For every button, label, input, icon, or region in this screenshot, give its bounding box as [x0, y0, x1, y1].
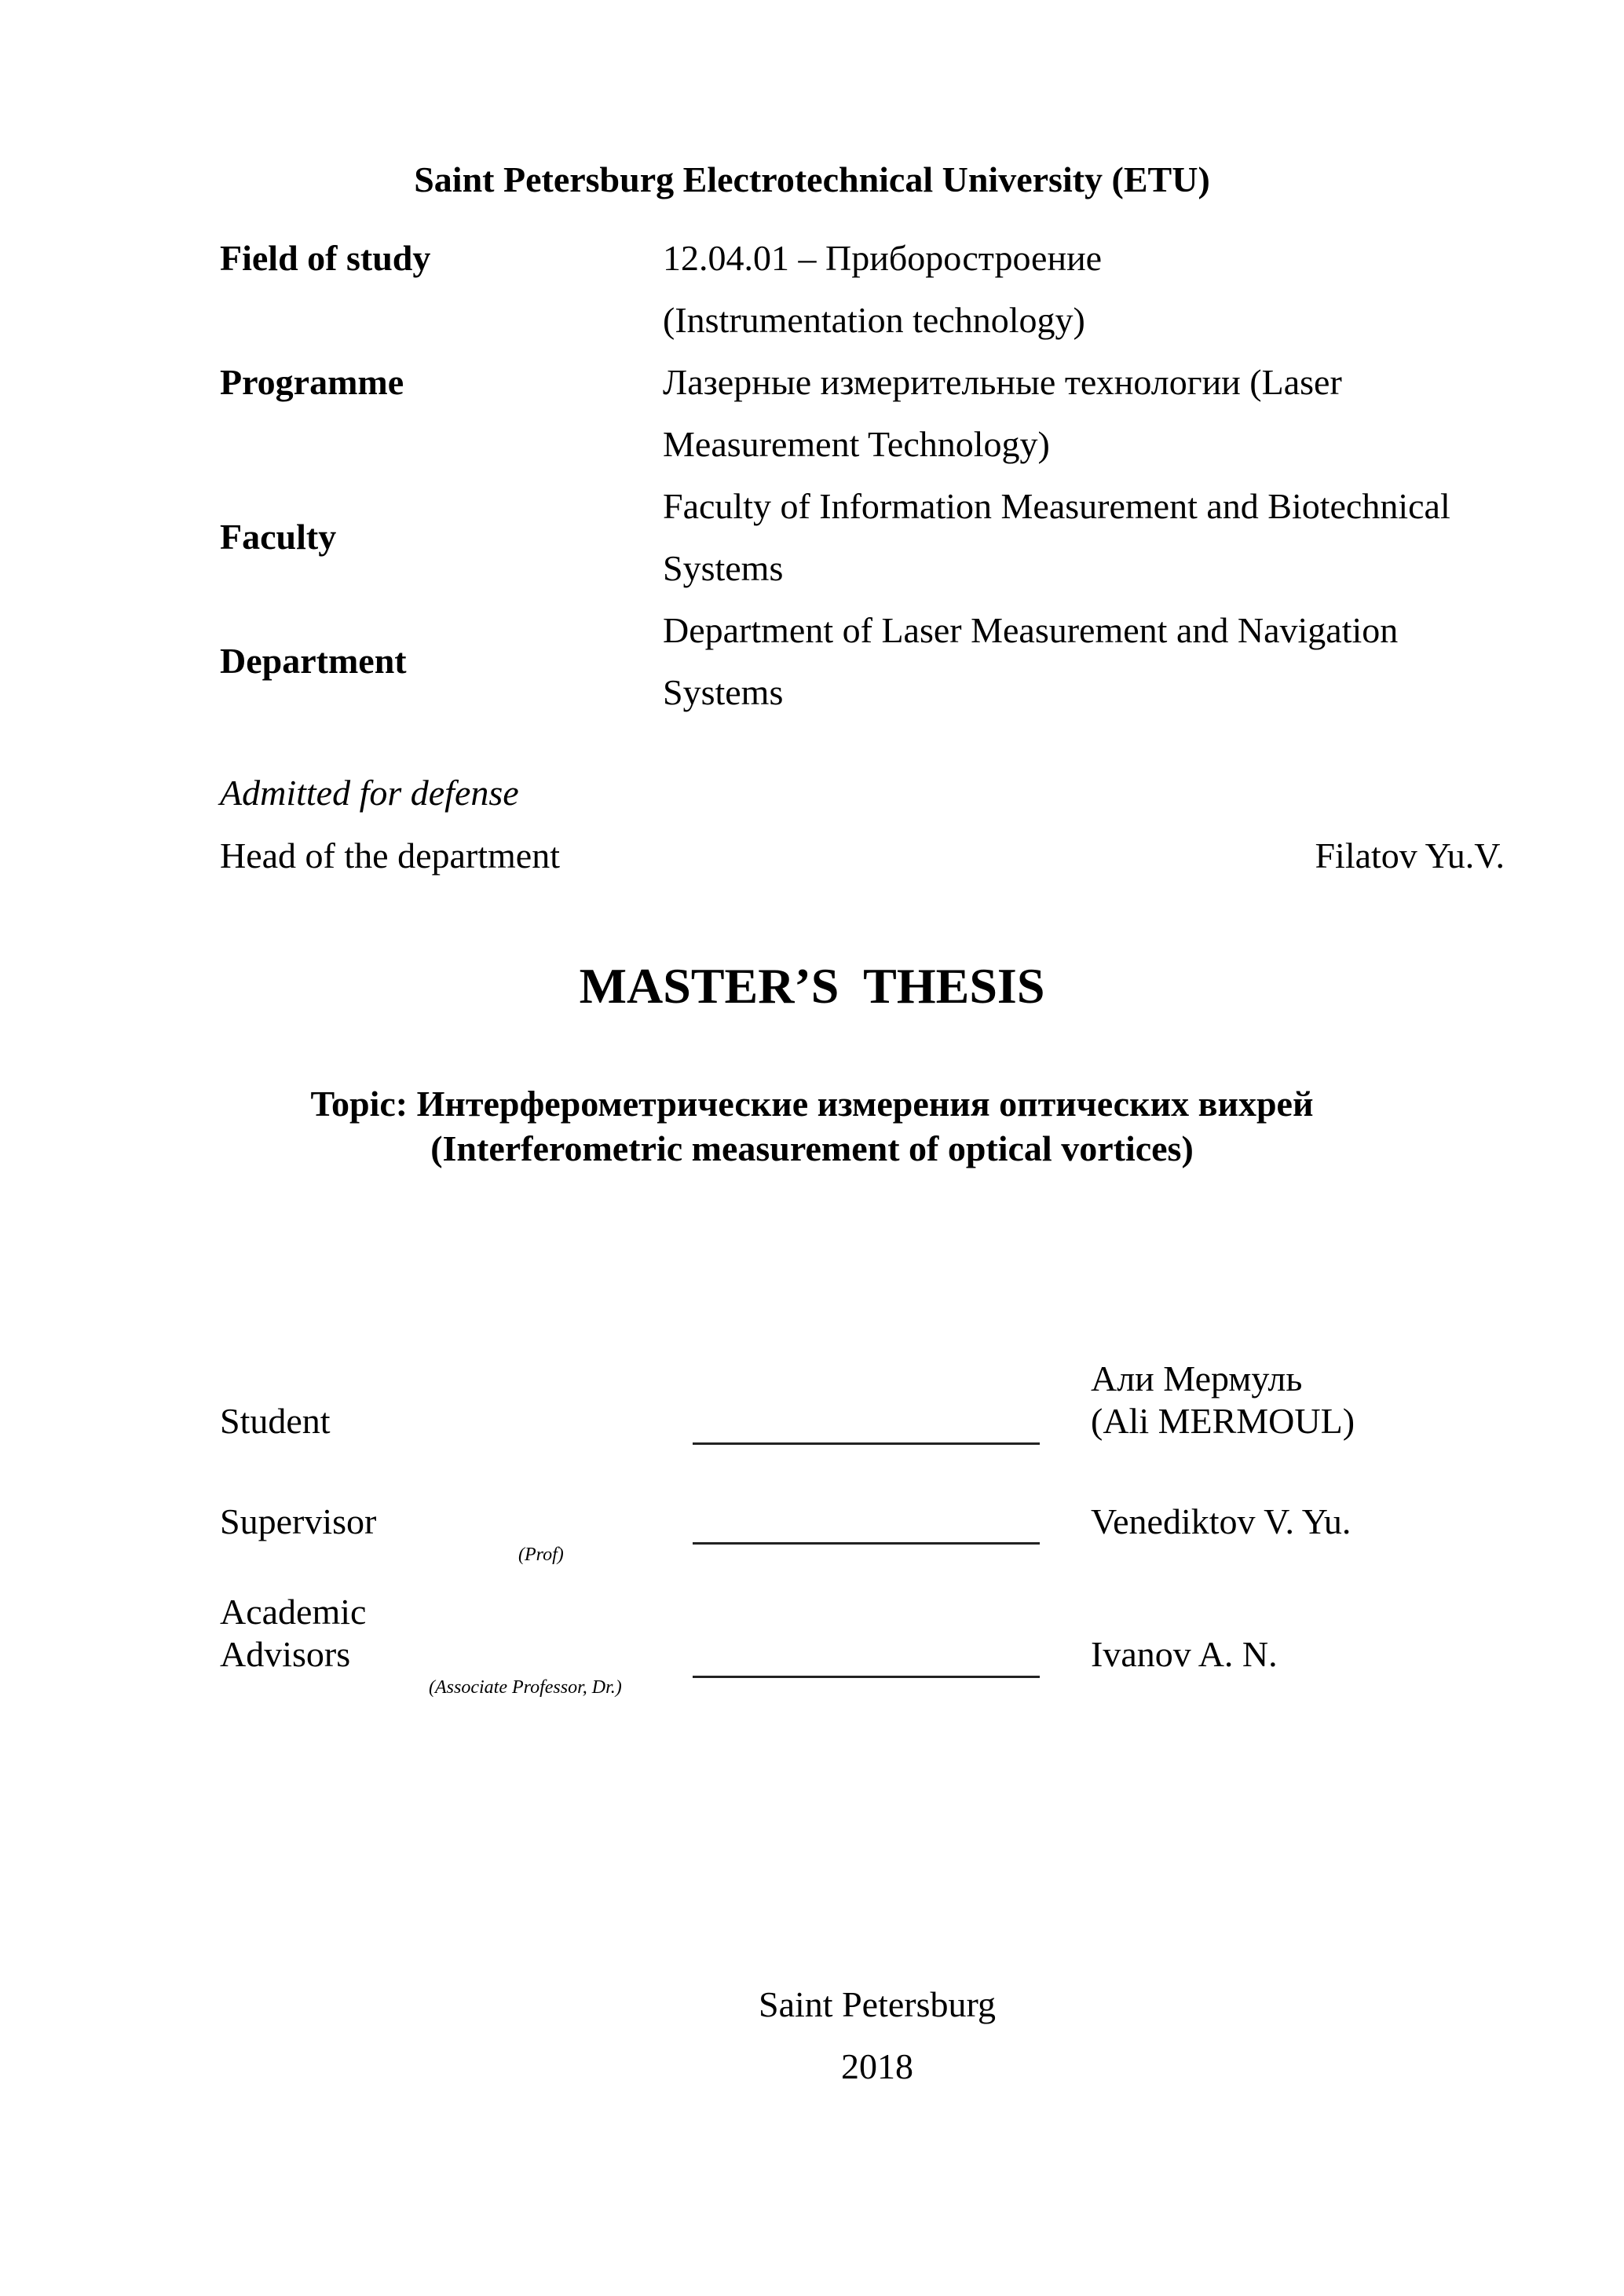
- student-name-en: (Ali MERMOUL): [1091, 1401, 1355, 1441]
- faculty-value-cont: Systems: [663, 548, 784, 588]
- advisors-name: Ivanov A. N.: [1091, 1634, 1278, 1674]
- faculty-label: Faculty: [220, 517, 337, 557]
- supervisor-signature-line: [693, 1542, 1040, 1545]
- student-label: Student: [220, 1401, 331, 1441]
- footer-city: Saint Petersburg: [759, 1984, 996, 2024]
- faculty-value: Faculty of Information Measurement and Biotechnical: [663, 486, 1450, 526]
- advisors-title: (Associate Professor, Dr.): [429, 1677, 622, 1698]
- topic-line-en: (Interferometric measurement of optical vortices): [430, 1128, 1194, 1168]
- thesis-title: MASTER’S THESIS: [579, 958, 1045, 1014]
- advisors-label-line2: Advisors: [220, 1634, 351, 1674]
- field-of-study-label: Field of study: [220, 238, 431, 278]
- department-value: Department of Laser Measurement and Navigation: [663, 610, 1399, 650]
- department-value-cont: Systems: [663, 672, 784, 712]
- programme-value: Лазерные измерительные технологии (Laser: [663, 362, 1342, 402]
- department-label: Department: [220, 641, 407, 681]
- field-of-study-value-en: (Instrumentation technology): [663, 300, 1085, 340]
- admitted-for-defense: Admitted for defense: [220, 773, 519, 813]
- field-of-study-value: 12.04.01 – Приборостроение: [663, 238, 1103, 278]
- topic-line-ru: Topic: Интерферометрические измерения оптических вихрей: [310, 1084, 1314, 1124]
- programme-label: Programme: [220, 362, 404, 402]
- supervisor-label: Supervisor: [220, 1501, 377, 1541]
- student-name-ru: Али Мермуль: [1091, 1358, 1303, 1398]
- head-of-department-label: Head of the department: [220, 835, 560, 876]
- student-signature-line: [693, 1442, 1040, 1445]
- programme-value-cont: Measurement Technology): [663, 424, 1050, 464]
- advisors-signature-line: [693, 1676, 1040, 1678]
- university-name: Saint Petersburg Electrotechnical University (ETU): [414, 159, 1210, 199]
- supervisor-title: (Prof): [518, 1545, 564, 1565]
- head-of-department-name: Filatov Yu.V.: [1315, 835, 1505, 876]
- supervisor-name: Venediktov V. Yu.: [1091, 1501, 1352, 1541]
- footer-year: 2018: [841, 2046, 913, 2086]
- advisors-label-line1: Academic: [220, 1592, 367, 1632]
